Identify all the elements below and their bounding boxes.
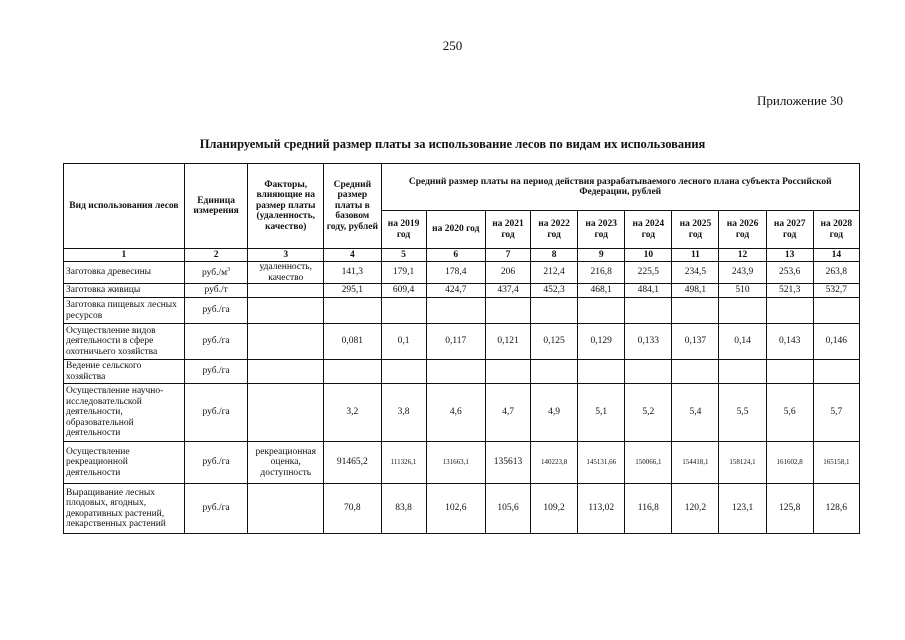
year-value-cell: 0,146: [813, 324, 859, 360]
year-value-cell: 5,6: [766, 384, 813, 442]
year-value-cell: [625, 298, 672, 324]
appendix-label: Приложение 30: [756, 93, 843, 108]
usage-cell: Осуществление видов деятельности в сфере охотничьего хозяйства: [64, 324, 185, 360]
table-row: [64, 360, 860, 384]
year-value-cell: 102,6: [426, 484, 485, 534]
unit-text: руб./га: [202, 503, 230, 514]
column-number: 13: [766, 249, 813, 262]
year-value-cell: [578, 298, 625, 324]
column-numbers-row: [64, 249, 860, 262]
column-number: 1: [64, 249, 185, 262]
year-value-cell: [719, 298, 766, 324]
column-number: 6: [426, 249, 485, 262]
base-value-cell: 3,2: [324, 384, 381, 442]
unit-superscript: 3: [227, 266, 231, 273]
year-value-cell: 0,137: [672, 324, 719, 360]
unit-text: руб./м: [202, 267, 228, 278]
header-year: на 2025 год: [672, 211, 719, 249]
column-number: 4: [324, 249, 381, 262]
header-year: на 2028 год: [813, 211, 859, 249]
year-value-cell: 83,8: [381, 484, 426, 534]
year-value-cell: 5,7: [813, 384, 859, 442]
unit-cell: [184, 384, 248, 442]
header-year: на 2021 год: [485, 211, 530, 249]
usage-cell: Заготовка древесины: [64, 262, 185, 284]
year-value-cell: 116,8: [625, 484, 672, 534]
unit-text: руб./га: [202, 457, 230, 468]
table-row: [64, 298, 860, 324]
year-value-cell: [426, 298, 485, 324]
year-value-cell: 424,7: [426, 284, 485, 298]
factors-cell: удаленность, качество: [248, 262, 324, 284]
table-row: [64, 324, 860, 360]
header-factors: Факторы, влияющие на размер платы (удаленность, качество): [248, 164, 324, 249]
year-value-cell: [381, 360, 426, 384]
fee-table: [63, 163, 860, 534]
year-value-cell: 609,4: [381, 284, 426, 298]
year-value-cell: 484,1: [625, 284, 672, 298]
year-value-cell: 5,1: [578, 384, 625, 442]
year-value-cell: [813, 360, 859, 384]
year-value-cell: 109,2: [531, 484, 578, 534]
unit-cell: [184, 360, 248, 384]
table-row: [64, 262, 860, 284]
column-number: 8: [531, 249, 578, 262]
header-usage: Вид использования лесов: [64, 164, 185, 249]
year-value-cell: 206: [485, 262, 530, 284]
year-value-cell: [426, 360, 485, 384]
year-value-cell: 125,8: [766, 484, 813, 534]
year-value-cell: [531, 360, 578, 384]
year-value-cell: 216,8: [578, 262, 625, 284]
header-unit: Единица измерения: [184, 164, 248, 249]
unit-cell: [184, 298, 248, 324]
year-value-cell: [813, 298, 859, 324]
unit-cell: [184, 442, 248, 484]
year-value-cell: 0,121: [485, 324, 530, 360]
column-number: 10: [625, 249, 672, 262]
base-value-cell: [324, 298, 381, 324]
year-value-cell: [531, 298, 578, 324]
usage-cell: Выращивание лесных плодовых, ягодных, декоративных растений, лекарственных растений: [64, 484, 185, 534]
year-value-cell: [381, 298, 426, 324]
header-year: на 2024 год: [625, 211, 672, 249]
table-header: [64, 164, 860, 262]
year-value-cell: 468,1: [578, 284, 625, 298]
base-value-cell: [324, 360, 381, 384]
year-value-cell: 253,6: [766, 262, 813, 284]
unit-text: руб./га: [202, 366, 230, 377]
table-body: [64, 262, 860, 534]
unit-cell: [184, 324, 248, 360]
year-value-cell: 0,14: [719, 324, 766, 360]
column-number: 12: [719, 249, 766, 262]
year-value-cell: 123,1: [719, 484, 766, 534]
year-value-cell: 498,1: [672, 284, 719, 298]
table-row: [64, 384, 860, 442]
factors-cell: рекреационная оценка, доступность: [248, 442, 324, 484]
usage-cell: Заготовка живицы: [64, 284, 185, 298]
unit-text: руб./т: [204, 285, 228, 296]
year-value-cell: 145131,66: [578, 442, 625, 484]
header-base-year: Средний размер платы в базовом году, рублей: [324, 164, 381, 249]
column-number: 5: [381, 249, 426, 262]
year-value-cell: 243,9: [719, 262, 766, 284]
year-value-cell: 4,9: [531, 384, 578, 442]
year-value-cell: [485, 298, 530, 324]
year-value-cell: [672, 360, 719, 384]
base-value-cell: 295,1: [324, 284, 381, 298]
usage-cell: Осуществление рекреационной деятельности: [64, 442, 185, 484]
year-value-cell: [672, 298, 719, 324]
header-year: на 2023 год: [578, 211, 625, 249]
header-year: на 2022 год: [531, 211, 578, 249]
year-value-cell: 437,4: [485, 284, 530, 298]
column-number: 9: [578, 249, 625, 262]
header-year: на 2020 год: [426, 211, 485, 249]
base-value-cell: 91465,2: [324, 442, 381, 484]
year-value-cell: 452,3: [531, 284, 578, 298]
factors-cell: [248, 360, 324, 384]
table-row: [64, 484, 860, 534]
year-value-cell: 0,133: [625, 324, 672, 360]
year-value-cell: [578, 360, 625, 384]
year-value-cell: 4,7: [485, 384, 530, 442]
year-value-cell: 111326,1: [381, 442, 426, 484]
year-value-cell: 4,6: [426, 384, 485, 442]
year-value-cell: [485, 360, 530, 384]
unit-text: руб./га: [202, 336, 230, 347]
document-title: Планируемый средний размер платы за использование лесов по видам их использования: [199, 137, 706, 151]
unit-cell: [184, 284, 248, 298]
year-value-cell: [625, 360, 672, 384]
table-row: [64, 284, 860, 298]
year-value-cell: 0,143: [766, 324, 813, 360]
year-value-cell: 120,2: [672, 484, 719, 534]
year-value-cell: 161602,8: [766, 442, 813, 484]
table-row: [64, 442, 860, 484]
year-value-cell: 5,4: [672, 384, 719, 442]
base-value-cell: 0,081: [324, 324, 381, 360]
factors-cell: [248, 384, 324, 442]
year-value-cell: 128,6: [813, 484, 859, 534]
header-year: на 2027 год: [766, 211, 813, 249]
year-value-cell: 225,5: [625, 262, 672, 284]
year-value-cell: 521,3: [766, 284, 813, 298]
factors-cell: [248, 284, 324, 298]
header-period: Средний размер платы на период действия разрабатываемого лесного плана субъекта Российской Федерации, рублей: [381, 164, 859, 211]
year-value-cell: 0,117: [426, 324, 485, 360]
factors-cell: [248, 324, 324, 360]
year-value-cell: 165158,1: [813, 442, 859, 484]
unit-cell: [184, 262, 248, 284]
year-value-cell: 154418,1: [672, 442, 719, 484]
column-number: 2: [184, 249, 248, 262]
year-value-cell: 179,1: [381, 262, 426, 284]
year-value-cell: 0,125: [531, 324, 578, 360]
unit-text: руб./га: [202, 407, 230, 418]
header-year: на 2026 год: [719, 211, 766, 249]
factors-cell: [248, 484, 324, 534]
year-value-cell: 212,4: [531, 262, 578, 284]
usage-cell: Ведение сельского хозяйства: [64, 360, 185, 384]
unit-cell: [184, 484, 248, 534]
usage-cell: Осуществление научно-исследовательской деятельности, образовательной деятельности: [64, 384, 185, 442]
base-value-cell: 141,3: [324, 262, 381, 284]
year-value-cell: 532,7: [813, 284, 859, 298]
year-value-cell: 135613: [485, 442, 530, 484]
year-value-cell: [766, 298, 813, 324]
page-number: 250: [442, 38, 463, 53]
year-value-cell: 0,1: [381, 324, 426, 360]
column-number: 11: [672, 249, 719, 262]
year-value-cell: 140223,8: [531, 442, 578, 484]
year-value-cell: 5,2: [625, 384, 672, 442]
factors-cell: [248, 298, 324, 324]
column-number: 7: [485, 249, 530, 262]
year-value-cell: 178,4: [426, 262, 485, 284]
header-year: на 2019 год: [381, 211, 426, 249]
year-value-cell: 158124,1: [719, 442, 766, 484]
base-value-cell: 70,8: [324, 484, 381, 534]
year-value-cell: 234,5: [672, 262, 719, 284]
year-value-cell: 131663,1: [426, 442, 485, 484]
year-value-cell: 263,8: [813, 262, 859, 284]
year-value-cell: 0,129: [578, 324, 625, 360]
year-value-cell: 510: [719, 284, 766, 298]
unit-text: руб./га: [202, 305, 230, 316]
year-value-cell: 113,02: [578, 484, 625, 534]
year-value-cell: [719, 360, 766, 384]
year-value-cell: 5,5: [719, 384, 766, 442]
column-number: 3: [248, 249, 324, 262]
year-value-cell: 105,6: [485, 484, 530, 534]
year-value-cell: 3,8: [381, 384, 426, 442]
column-number: 14: [813, 249, 859, 262]
usage-cell: Заготовка пищевых лесных ресурсов: [64, 298, 185, 324]
year-value-cell: [766, 360, 813, 384]
year-value-cell: 150066,1: [625, 442, 672, 484]
